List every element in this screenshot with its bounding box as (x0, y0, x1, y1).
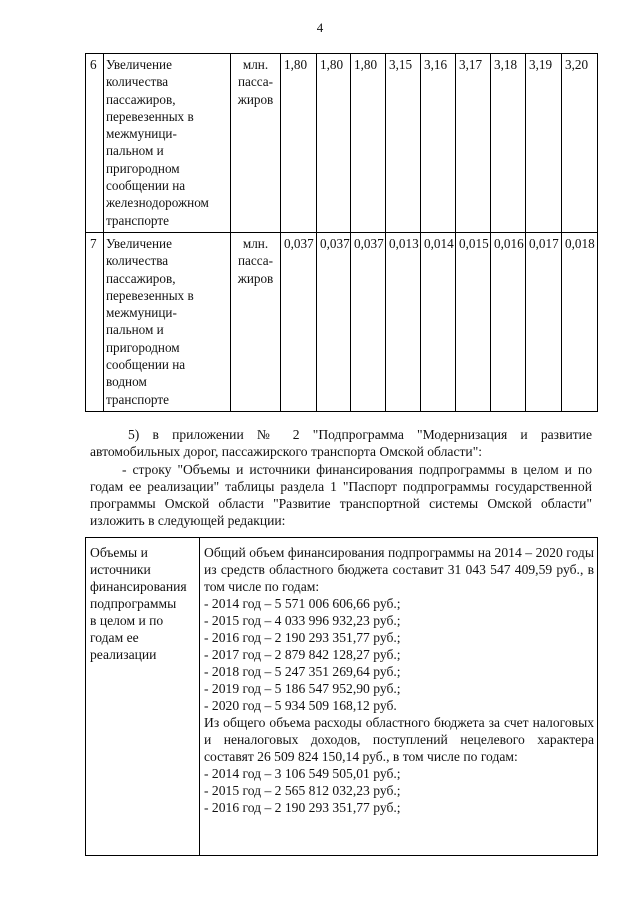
table-row (86, 54, 598, 233)
year-amount: - 2016 год – 2 190 293 351,77 руб.; (204, 800, 401, 815)
row-number: 7 (86, 232, 104, 411)
value-cell: 0,016 (491, 232, 526, 411)
table-row (86, 232, 598, 411)
value-cell: 3,17 (456, 54, 491, 233)
value-cell: 0,013 (386, 232, 421, 411)
year-amount: - 2016 год – 2 190 293 351,77 руб.; (204, 630, 401, 645)
value-cell: 0,037 (281, 232, 317, 411)
value-cell: 3,19 (526, 54, 562, 233)
value-cell: 0,018 (562, 232, 598, 411)
value-cell: 0,017 (526, 232, 562, 411)
year-amount: - 2014 год – 5 571 006 606,66 руб.; (204, 596, 401, 611)
value-cell: 0,014 (421, 232, 456, 411)
finance-tax-text: Из общего объема расходы областного бюджета за счет налоговых и неналоговых доходов, поступлений нецелевого характера составят 26 509 824 150,14 руб., в том числе по годам: (204, 715, 594, 764)
year-amount: - 2018 год – 5 247 351 269,64 руб.; (204, 664, 401, 679)
indicator-name: Увеличение количества пассажиров, перевезенных в межмуници- пальном и пригородном сообщении на железнодорожном транспорте (104, 54, 231, 233)
finance-table (85, 537, 598, 856)
indicator-table (85, 53, 598, 412)
year-amount: - 2014 год – 3 106 549 505,01 руб.; (204, 766, 401, 781)
finance-content (200, 538, 598, 856)
unit-cell: млн. пасса- жиров (231, 54, 281, 233)
amendment-instruction: - строку "Объемы и источники финансирования подпрограммы в целом и по годам ее реализации" таблицы раздела 1 "Паспорт подпрограммы государственной программы Омской области "Развитие транспортной системы Омской области" изложить в следующей редакции: (90, 462, 592, 528)
page-number: 4 (316, 20, 324, 35)
amendment-item-5: 5) в приложении № 2 "Подпрограмма "Модернизация и развитие автомобильных дорог, пассажирского транспорта Омской области": (90, 427, 592, 459)
year-amount: - 2015 год – 4 033 996 932,23 руб.; (204, 613, 401, 628)
value-cell: 1,80 (317, 54, 351, 233)
table-row (86, 538, 598, 856)
year-amount: - 2015 год – 2 565 812 032,23 руб.; (204, 783, 401, 798)
value-cell: 3,15 (386, 54, 421, 233)
row-number: 6 (86, 54, 104, 233)
value-cell: 3,20 (562, 54, 598, 233)
indicator-name: Увеличение количества пассажиров, перевезенных в межмуници- пальном и пригородном сообщении на водном транспорте (104, 232, 231, 411)
value-cell: 1,80 (281, 54, 317, 233)
year-amount: - 2019 год – 5 186 547 952,90 руб.; (204, 681, 401, 696)
value-cell: 0,037 (317, 232, 351, 411)
value-cell: 3,16 (421, 54, 456, 233)
year-amount: - 2020 год – 5 934 509 168,12 руб. (204, 698, 397, 713)
value-cell: 0,037 (351, 232, 386, 411)
value-cell: 3,18 (491, 54, 526, 233)
year-amount: - 2017 год – 2 879 842 128,27 руб.; (204, 647, 401, 662)
finance-label: Объемы и источники финансирования подпрограммы в целом и по годам ее реализации (86, 538, 200, 856)
finance-total-text: Общий объем финансирования подпрограммы на 2014 – 2020 годы из средств областного бюджета составит 31 043 547 409,59 руб., в том числе по годам: (204, 545, 594, 594)
unit-cell: млн. пасса- жиров (231, 232, 281, 411)
value-cell: 0,015 (456, 232, 491, 411)
value-cell: 1,80 (351, 54, 386, 233)
